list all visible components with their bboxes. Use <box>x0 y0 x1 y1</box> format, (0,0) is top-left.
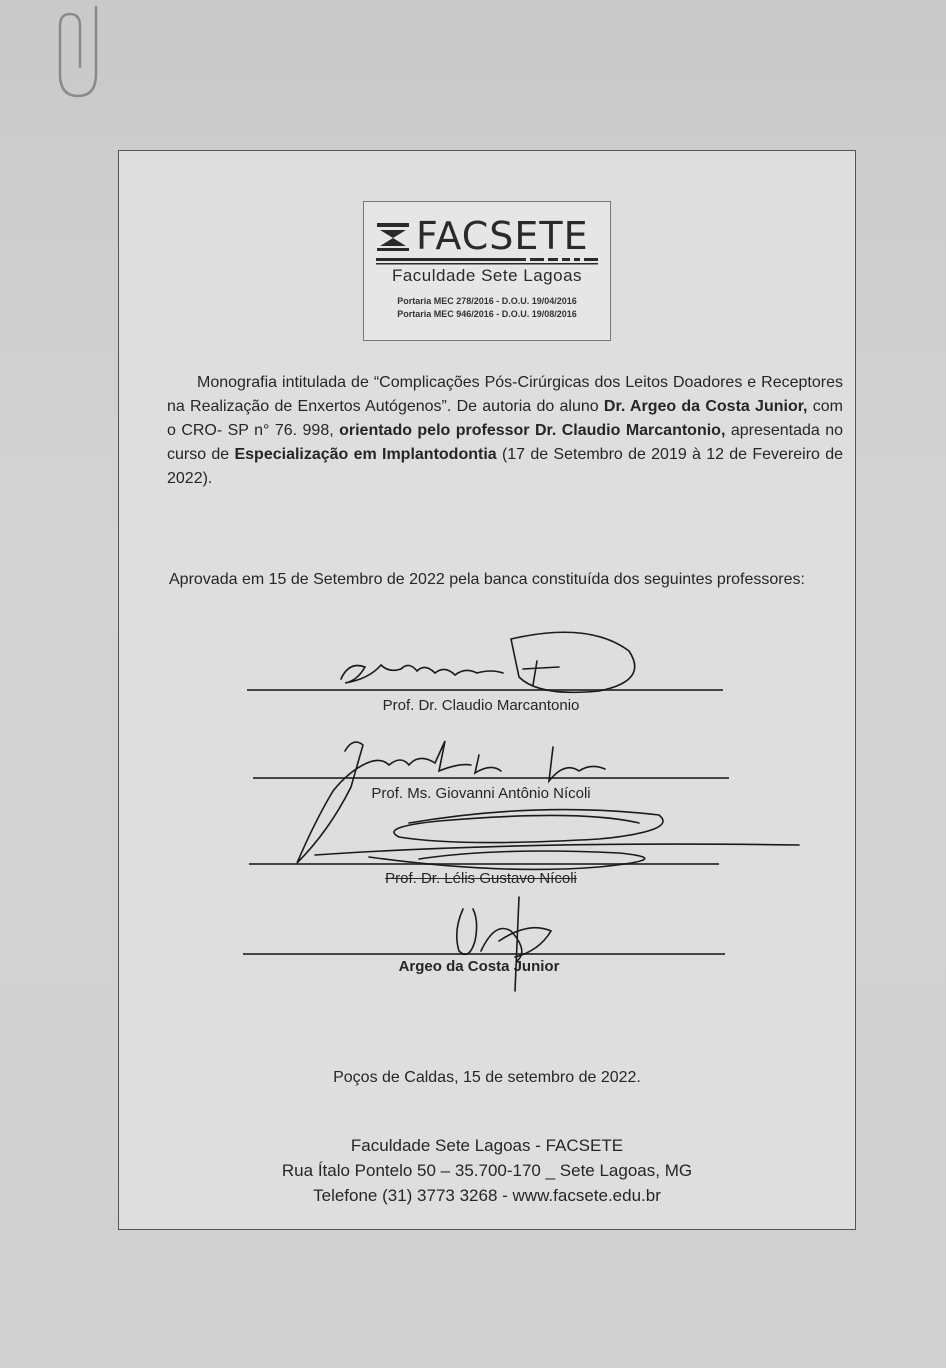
approval-statement: Aprovada em 15 de Setembro de 2022 pela banca constituída dos seguintes professores: <box>169 571 805 588</box>
facsete-logo <box>363 201 611 341</box>
signature-line-2 <box>253 777 729 779</box>
advisor-name: orientado pelo professor Dr. Claudio Marcantonio, <box>339 422 726 439</box>
signatory-name-3: Prof. Dr. Lélis Gustavo Nícoli <box>385 870 577 887</box>
signature-3-sweep <box>315 844 799 855</box>
intro-text-3: apresentada no curso de <box>167 422 844 463</box>
paperclip-icon <box>52 4 108 100</box>
logo-name: FACSETE <box>416 214 589 258</box>
logo-header <box>376 216 600 256</box>
institution-footer <box>119 1133 855 1208</box>
facsete-emblem-icon <box>376 222 410 252</box>
signatory-name-4: Argeo da Costa Junior <box>398 958 560 975</box>
place-and-date: Poços de Caldas, 15 de setembro de 2022. <box>333 1069 641 1086</box>
signature-1-mark <box>523 661 559 685</box>
monograph-description <box>167 371 843 491</box>
footer-contact: Telefone (31) 3773 3268 - www.facsete.edu.br <box>313 1186 661 1205</box>
author-name: Dr. Argeo da Costa Junior, <box>603 398 808 415</box>
logo-divider <box>376 258 598 265</box>
logo-subtitle: Faculdade Sete Lagoas <box>391 266 583 285</box>
signature-3-loops <box>369 810 663 870</box>
intro-text-2: com o CRO- SP n° 76. 998, <box>167 398 843 439</box>
document-frame <box>118 150 856 1230</box>
signature-line-3 <box>249 863 719 865</box>
signature-line-4 <box>243 953 725 955</box>
signature-1-stroke <box>341 665 503 683</box>
intro-text-4: (17 de Setembro de 2019 à 12 de Fevereiro de 2022). <box>167 446 844 487</box>
signature-1-loop <box>511 632 635 692</box>
signatory-name-2: Prof. Ms. Giovanni Antônio Nícoli <box>371 785 591 802</box>
portaria-line-2: Portaria MEC 946/2016 - D.O.U. 19/08/2016 <box>397 309 577 319</box>
footer-institution: Faculdade Sete Lagoas - FACSETE <box>350 1136 624 1155</box>
signature-2-stroke <box>297 741 605 863</box>
intro-text-1: Monografia intitulada de “Complicações Pós-Cirúrgicas dos Leitos Doadores e Receptores na Realização de Enxertos Autógenos”. De autoria do aluno <box>167 374 843 415</box>
signatory-name-1: Prof. Dr. Claudio Marcantonio <box>382 697 580 714</box>
signature-4-stroke <box>457 897 551 991</box>
signature-line-1 <box>247 689 723 691</box>
footer-address: Rua Ítalo Pontelo 50 – 35.700-170 _ Sete Lagoas, MG <box>281 1161 693 1180</box>
portaria-line-1: Portaria MEC 278/2016 - D.O.U. 19/04/2016 <box>397 296 577 306</box>
course-name: Especialização em Implantodontia <box>234 446 497 463</box>
